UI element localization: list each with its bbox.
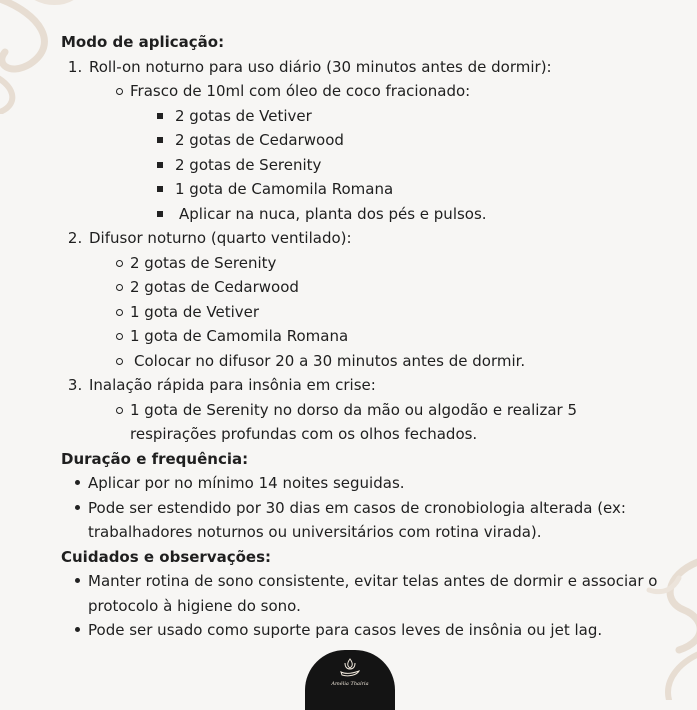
brand-logo — [305, 650, 395, 710]
list-item: Pode ser usado como suporte para casos leves de insônia ou jet lag. — [61, 618, 661, 643]
list-item: 2 gotas de Cedarwood — [148, 128, 661, 153]
list-item: Pode ser estendido por 30 dias em casos de cronobiologia alterada (ex: trabalhadores noturnos ou universitários com rotina virada). — [61, 496, 661, 545]
list-item: 1 gota de Serenity no dorso da mão ou algodão e realizar 5 respirações profundas com os olhos fechados. — [103, 398, 661, 447]
list-item: 2 gotas de Serenity — [103, 251, 661, 276]
list-item: Colocar no difusor 20 a 30 minutos antes de dormir. — [103, 349, 661, 374]
step-inalacao — [87, 373, 661, 447]
list-item: 1 gota de Camomila Romana — [148, 177, 661, 202]
step-label: Difusor noturno (quarto ventilado): — [89, 229, 352, 247]
step-label: Inalação rápida para insônia em crise: — [89, 376, 376, 394]
care-heading: Cuidados e observações: — [61, 547, 272, 566]
sub-item: Frasco de 10ml com óleo de coco fracionado: 2 gotas de Vetiver 2 gotas de Cedarwood 2 gotas de Serenity 1 gota de Camomila Romana Aplicar na nuca, planta dos pés e pulsos. — [103, 79, 661, 226]
logo-text: Amélia Thaíria — [331, 681, 369, 687]
list-item: 1 gota de Camomila Romana — [103, 324, 661, 349]
list-item: Aplicar na nuca, planta dos pés e pulsos. — [148, 202, 661, 227]
application-steps — [61, 55, 661, 447]
list-item: 2 gotas de Vetiver — [148, 104, 661, 129]
duration-heading: Duração e frequência: — [61, 449, 249, 468]
list-item: 2 gotas de Serenity — [148, 153, 661, 178]
step-difusor — [87, 226, 661, 373]
hand-lotus-icon — [337, 656, 363, 680]
list-item: Aplicar por no mínimo 14 noites seguidas. — [61, 471, 661, 496]
protocol-document — [61, 30, 661, 643]
application-heading: Modo de aplicação: — [61, 33, 225, 51]
list-item: 1 gota de Vetiver — [103, 300, 661, 325]
list-item: 2 gotas de Cedarwood — [103, 275, 661, 300]
step-roll-on — [87, 55, 661, 227]
list-item: Manter rotina de sono consistente, evitar telas antes de dormir e associar o protocolo à higiene do sono. — [61, 569, 661, 618]
care-list — [61, 569, 661, 643]
step-label: Roll-on noturno para uso diário (30 minutos antes de dormir): — [89, 57, 552, 76]
duration-list — [61, 471, 661, 545]
